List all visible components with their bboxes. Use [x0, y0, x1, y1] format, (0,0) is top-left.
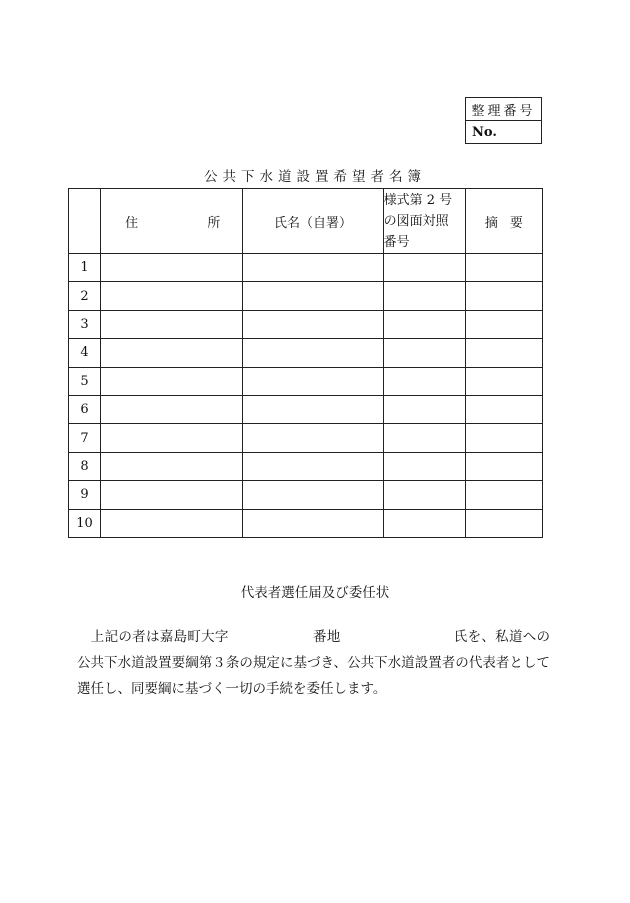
note-cell[interactable] — [465, 395, 542, 423]
table-row — [69, 282, 543, 310]
row-number: 8 — [69, 452, 101, 480]
address-cell[interactable] — [101, 310, 243, 338]
name-cell[interactable] — [243, 509, 383, 537]
note-cell[interactable] — [465, 367, 542, 395]
address-cell[interactable] — [101, 509, 243, 537]
name-cell[interactable] — [243, 395, 383, 423]
note-cell[interactable] — [465, 452, 542, 480]
figure-number-cell[interactable] — [383, 509, 465, 537]
header-figure-line1: 様式第 2 号 — [383, 192, 453, 208]
row-number: 9 — [69, 481, 101, 509]
note-cell[interactable] — [465, 310, 542, 338]
figure-number-cell[interactable] — [383, 254, 465, 282]
note-cell[interactable] — [465, 254, 542, 282]
reference-number-box — [465, 97, 542, 144]
header-note: 摘要 — [465, 189, 542, 254]
name-cell[interactable] — [243, 452, 383, 480]
row-number: 3 — [69, 310, 101, 338]
name-cell[interactable] — [243, 310, 383, 338]
reference-number-label: 整理番号 — [466, 98, 542, 121]
note-cell[interactable] — [465, 481, 542, 509]
name-cell[interactable] — [243, 367, 383, 395]
table-row — [69, 395, 543, 423]
delegation-paragraph — [77, 624, 550, 702]
table-row — [69, 367, 543, 395]
figure-number-cell[interactable] — [383, 339, 465, 367]
table-row — [69, 310, 543, 338]
name-cell[interactable] — [243, 424, 383, 452]
name-cell[interactable] — [243, 339, 383, 367]
row-number: 5 — [69, 367, 101, 395]
row-number: 10 — [69, 509, 101, 537]
note-cell[interactable] — [465, 509, 542, 537]
row-number: 6 — [69, 395, 101, 423]
figure-number-cell[interactable] — [383, 424, 465, 452]
note-cell[interactable] — [465, 424, 542, 452]
address-cell[interactable] — [101, 282, 243, 310]
header-address-left: 住 — [125, 215, 139, 231]
figure-number-cell[interactable] — [383, 367, 465, 395]
row-number: 1 — [69, 254, 101, 282]
header-address — [101, 189, 243, 254]
header-figure-line2: の図面対照 — [383, 213, 449, 229]
row-number: 7 — [69, 424, 101, 452]
note-cell[interactable] — [465, 282, 542, 310]
address-cell[interactable] — [101, 254, 243, 282]
name-cell[interactable] — [243, 481, 383, 509]
figure-number-cell[interactable] — [383, 452, 465, 480]
figure-number-cell[interactable] — [383, 395, 465, 423]
reference-number-field[interactable]: No. — [466, 121, 542, 144]
delegation-title: 代表者選任届及び委任状 — [240, 585, 390, 601]
header-figure-number — [383, 189, 465, 254]
applicant-roster-table — [68, 188, 543, 538]
note-cell[interactable] — [465, 339, 542, 367]
address-cell[interactable] — [101, 452, 243, 480]
header-figure-line3: 番号 — [383, 234, 410, 250]
table-row — [69, 481, 543, 509]
table-row — [69, 452, 543, 480]
header-name: 氏名（自署） — [243, 189, 383, 254]
name-cell[interactable] — [243, 254, 383, 282]
table-row — [69, 424, 543, 452]
row-number: 2 — [69, 282, 101, 310]
table-header-row — [69, 189, 543, 254]
delegation-text-part1: 上記の者は嘉島町大字 — [90, 629, 229, 645]
address-cell[interactable] — [101, 339, 243, 367]
table-row — [69, 339, 543, 367]
figure-number-cell[interactable] — [383, 282, 465, 310]
table-row — [69, 254, 543, 282]
header-row-number — [69, 189, 101, 254]
name-cell[interactable] — [243, 282, 383, 310]
address-cell[interactable] — [101, 395, 243, 423]
delegation-text-part2: 番地 — [312, 629, 341, 645]
row-number: 4 — [69, 339, 101, 367]
header-address-right: 所 — [207, 215, 221, 231]
table-row — [69, 509, 543, 537]
address-cell[interactable] — [101, 481, 243, 509]
figure-number-cell[interactable] — [383, 481, 465, 509]
address-cell[interactable] — [101, 367, 243, 395]
address-cell[interactable] — [101, 424, 243, 452]
document-title: 公共下水道設置希望者名簿 — [204, 169, 426, 185]
figure-number-cell[interactable] — [383, 310, 465, 338]
delegation-text-part3: 氏を、私道への公共下水道設置要綱第３条の規定に基づき、公共下水道設置者の代表者として選任し、同要綱に基づく一切の手続を委任します。 — [77, 629, 551, 697]
